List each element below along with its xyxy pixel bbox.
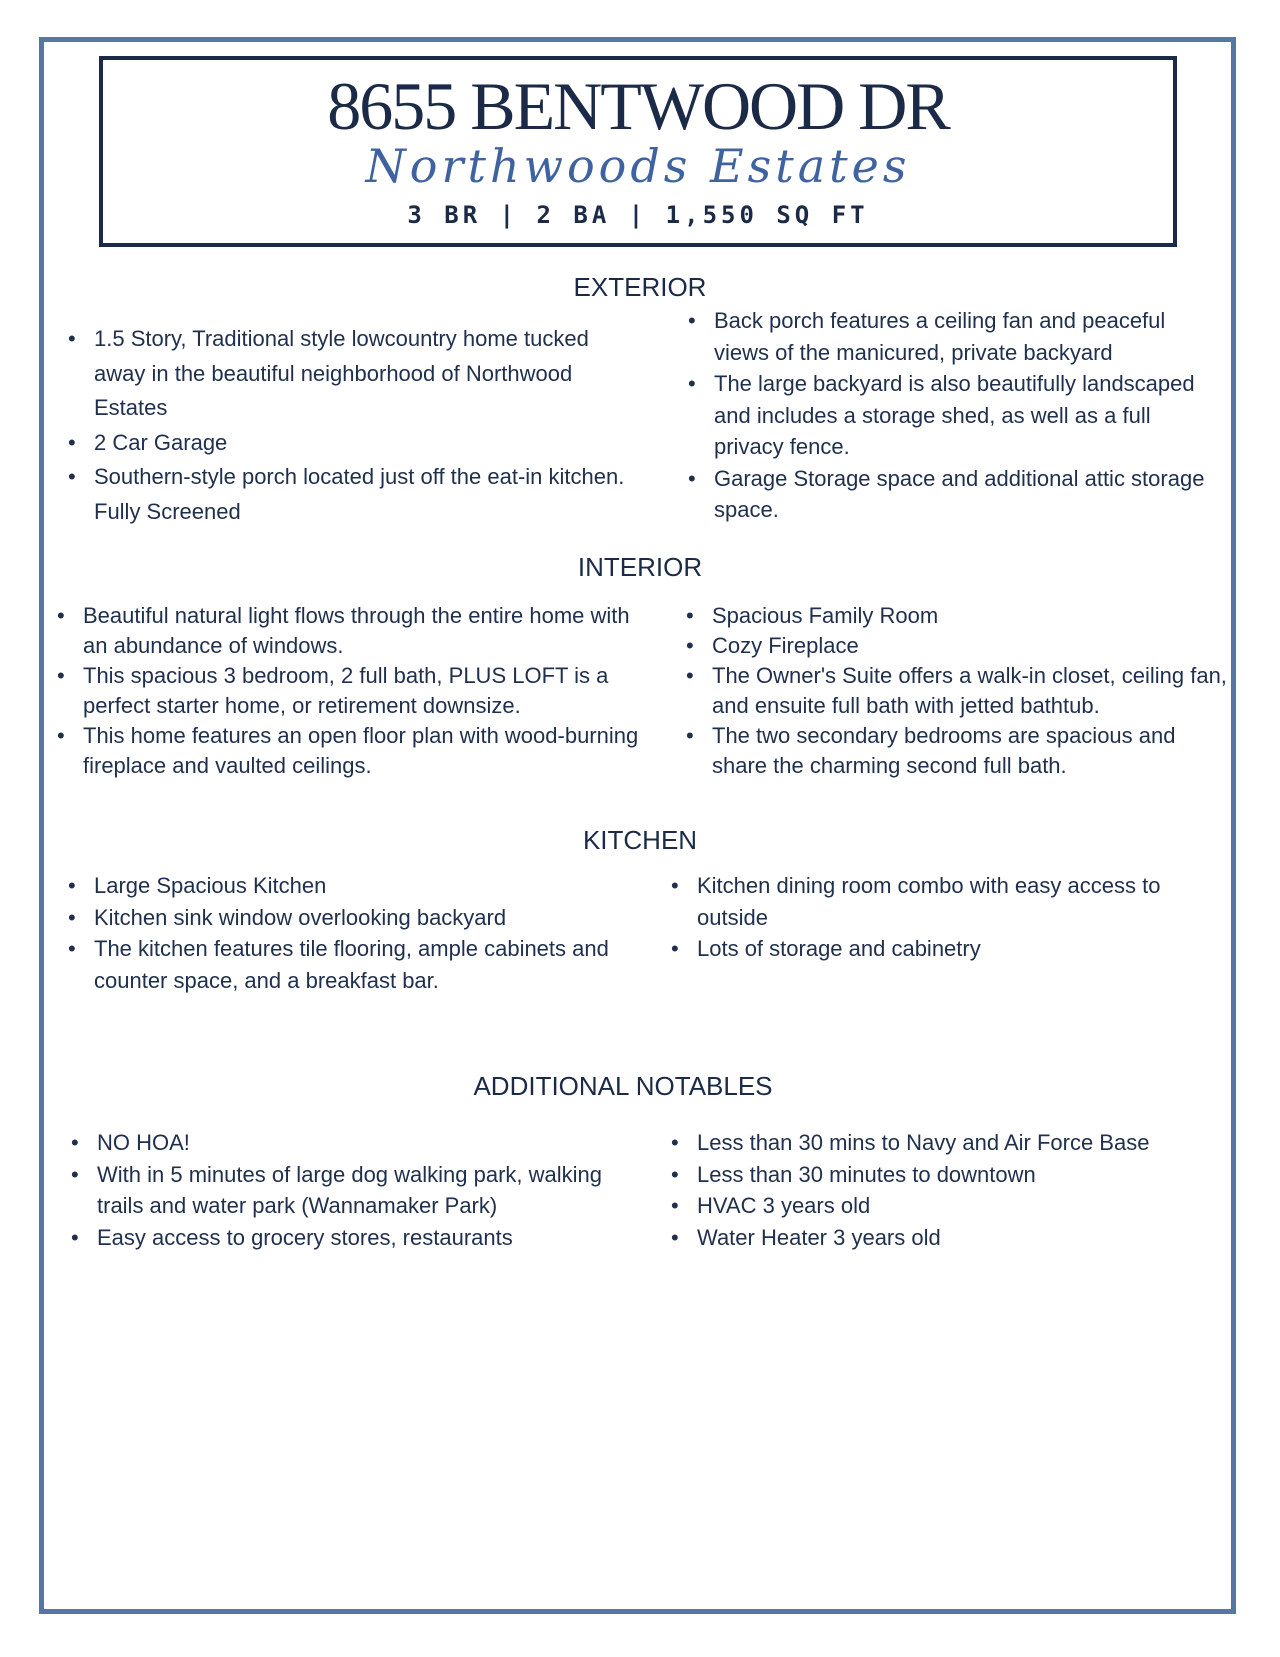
kitchen-list-right bbox=[668, 870, 1188, 965]
kitchen-heading: KITCHEN bbox=[582, 825, 698, 855]
list-item: • The kitchen features tile flooring, ample cabinets and counter space, and a breakfast bar. bbox=[65, 933, 665, 996]
list-item: • Less than 30 minutes to downtown bbox=[668, 1159, 1228, 1191]
list-item: • Cozy Fireplace bbox=[683, 631, 1235, 661]
list-item: • Lots of storage and cabinetry bbox=[668, 933, 1188, 965]
list-item: • Easy access to grocery stores, restaurants bbox=[68, 1222, 628, 1254]
property-specs: 3 BR | 2 BA | 1,550 SQ FT bbox=[407, 201, 869, 229]
list-item: • HVAC 3 years old bbox=[668, 1190, 1228, 1222]
list-item: • NO HOA! bbox=[68, 1127, 628, 1159]
exterior-heading: EXTERIOR bbox=[573, 272, 707, 302]
list-item: • Beautiful natural light flows through the entire home with an abundance of windows. bbox=[54, 601, 654, 661]
address-title: 8655 BENTWOOD DR bbox=[327, 68, 949, 144]
list-item: • Spacious Family Room bbox=[683, 601, 1235, 631]
interior-list-right bbox=[683, 601, 1235, 781]
notables-list-right bbox=[668, 1127, 1228, 1253]
interior-list-left bbox=[54, 601, 654, 781]
list-item: • The Owner's Suite offers a walk-in closet, ceiling fan, and ensuite full bath with jetted bathtub. bbox=[683, 661, 1235, 721]
title-box bbox=[99, 56, 1177, 247]
notables-list-left bbox=[68, 1127, 628, 1253]
kitchen-list-left bbox=[65, 870, 665, 996]
notables-heading: ADDITIONAL NOTABLES bbox=[473, 1071, 773, 1101]
exterior-list-left bbox=[65, 322, 625, 529]
list-item: • Back porch features a ceiling fan and peaceful views of the manicured, private backyard bbox=[685, 305, 1225, 368]
list-item: • 1.5 Story, Traditional style lowcountry home tucked away in the beautiful neighborhood of Northwood Estates bbox=[65, 322, 625, 426]
list-item: • With in 5 minutes of large dog walking park, walking trails and water park (Wannamaker Park) bbox=[68, 1159, 628, 1222]
list-item: • Garage Storage space and additional attic storage space. bbox=[685, 463, 1225, 526]
list-item: • Kitchen sink window overlooking backyard bbox=[65, 902, 665, 934]
list-item: • Water Heater 3 years old bbox=[668, 1222, 1228, 1254]
list-item: • The large backyard is also beautifully landscaped and includes a storage shed, as well as a full privacy fence. bbox=[685, 368, 1225, 463]
list-item: • This home features an open floor plan with wood-burning fireplace and vaulted ceilings. bbox=[54, 721, 654, 781]
list-item: • Kitchen dining room combo with easy access to outside bbox=[668, 870, 1188, 933]
list-item: • Southern-style porch located just off the eat-in kitchen. Fully Screened bbox=[65, 460, 625, 529]
list-item: • 2 Car Garage bbox=[65, 426, 625, 461]
list-item: • This spacious 3 bedroom, 2 full bath, PLUS LOFT is a perfect starter home, or retirement downsize. bbox=[54, 661, 654, 721]
list-item: • The two secondary bedrooms are spacious and share the charming second full bath. bbox=[683, 721, 1235, 781]
neighborhood-script: Northwoods Estates bbox=[365, 139, 911, 193]
list-item: • Less than 30 mins to Navy and Air Force Base bbox=[668, 1127, 1228, 1159]
interior-heading: INTERIOR bbox=[577, 552, 703, 582]
exterior-list-right bbox=[685, 305, 1225, 526]
list-item: • Large Spacious Kitchen bbox=[65, 870, 665, 902]
